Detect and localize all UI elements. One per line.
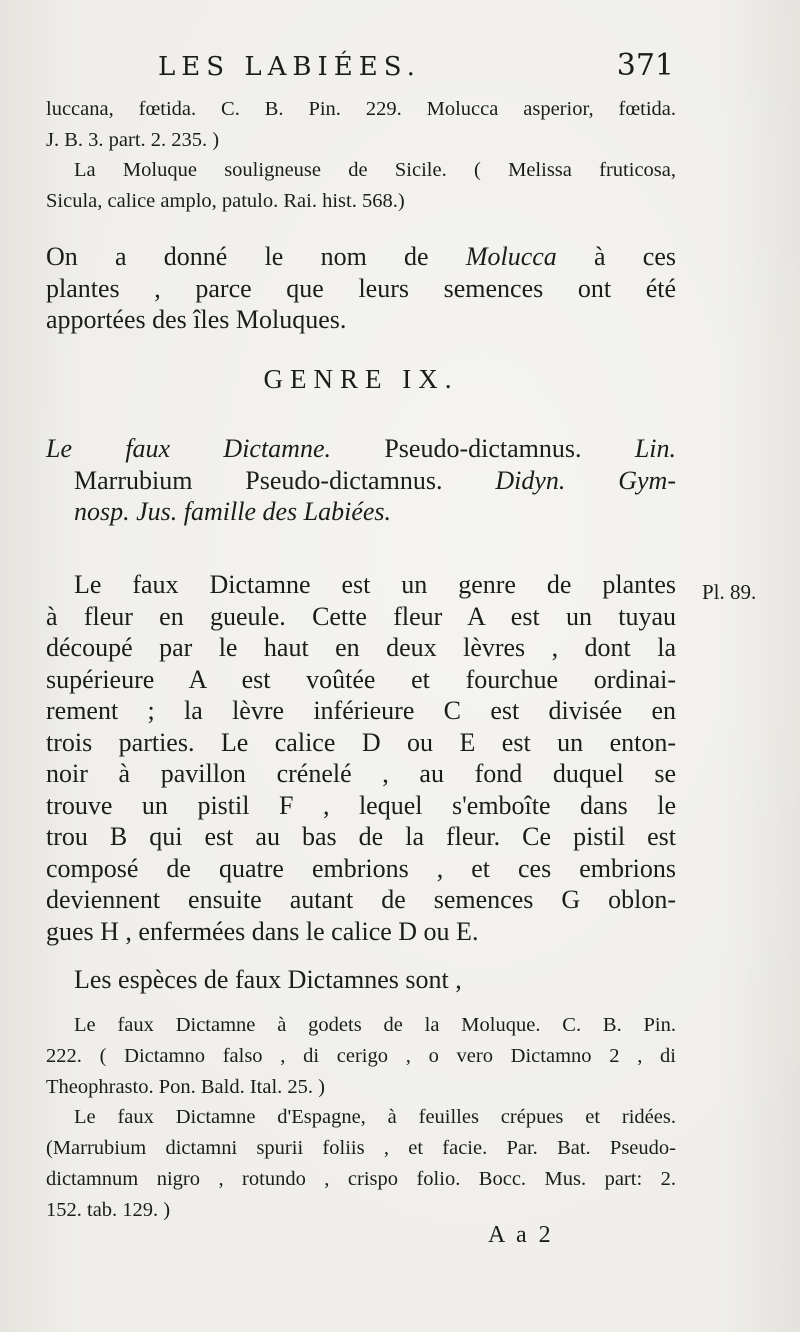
text-line: gues H , enfermées dans le calice D ou E. bbox=[46, 916, 479, 946]
text-line: Theophrasto. Pon. Bald. Ital. 25. ) bbox=[46, 1076, 325, 1098]
text-line: 152. tab. 129. ) bbox=[46, 1199, 171, 1221]
text-line: (Marrubium dictamni spurii foliis , et facie. Par. Bat. Pseudo- bbox=[46, 1137, 676, 1159]
text-line: à fleur en gueule. Cette fleur A est un tuyau bbox=[46, 601, 676, 631]
text-span: Marrubium Pseudo-dictamnus. bbox=[74, 465, 496, 495]
text-line: luccana, fœtida. C. B. Pin. 229. Molucca asperior, fœtida. bbox=[46, 98, 676, 120]
gathering-signature: A a 2 bbox=[488, 1222, 554, 1248]
text-line: trois parties. Le calice D ou E est un enton- bbox=[46, 727, 676, 757]
text-line: découpé par le haut en deux lèvres , dont la bbox=[46, 633, 676, 662]
text-line: deviennent ensuite autant de semences G oblon- bbox=[46, 885, 676, 914]
text-line bbox=[46, 465, 676, 497]
text-line: 222. ( Dictamno falso , di cerigo , o vero Dictamno 2 , di bbox=[46, 1045, 676, 1067]
paragraph-species-espagne bbox=[46, 1102, 676, 1226]
genre-title-block bbox=[46, 433, 676, 528]
text-line: trouve un pistil F , lequel s'emboîte dans le bbox=[46, 790, 676, 820]
italic-term: nosp. Jus. famille des Labiées. bbox=[74, 497, 392, 526]
italic-term: Le faux Dictamne. bbox=[46, 434, 331, 463]
text-line: noir à pavillon crénelé , au fond duquel se bbox=[46, 759, 676, 788]
text-line bbox=[46, 433, 676, 465]
text-line: supérieure A est voûtée et fourchue ordinai- bbox=[46, 664, 676, 694]
text-span: On a donné le nom de bbox=[46, 242, 466, 271]
plate-reference: Pl. 89. bbox=[702, 580, 757, 604]
text-line bbox=[46, 496, 676, 528]
paragraph-synonyms-1 bbox=[46, 94, 676, 156]
text-line: Le faux Dictamne est un genre de plantes bbox=[74, 570, 676, 599]
text-line: trou B qui est au bas de la fleur. Ce pistil est bbox=[46, 822, 676, 851]
text-span: à ces bbox=[556, 242, 676, 271]
paragraph-molucca-name bbox=[46, 241, 676, 336]
genre-heading: GENRE IX. bbox=[263, 364, 459, 394]
paragraph-species-intro bbox=[46, 964, 676, 996]
text-span: Pseudo-dictamnus. bbox=[331, 434, 635, 463]
italic-term: Lin. bbox=[634, 434, 676, 463]
text-line: Le faux Dictamne d'Espagne, à feuilles crépues et ridées. bbox=[74, 1106, 676, 1128]
text-line: apportées des îles Moluques. bbox=[46, 305, 347, 334]
text-line: composé de quatre embrions , et ces embrions bbox=[46, 853, 676, 883]
text-line bbox=[46, 241, 676, 273]
page-header bbox=[40, 48, 680, 88]
text-line: Le faux Dictamne à godets de la Moluque. C. B. Pin. bbox=[74, 1014, 676, 1036]
italic-term: Didyn. Gym- bbox=[495, 465, 676, 495]
text-line: La Moluque souligneuse de Sicile. ( Melissa fruticosa, bbox=[74, 159, 676, 181]
text-line: J. B. 3. part. 2. 235. ) bbox=[46, 129, 220, 151]
page-number: 371 bbox=[616, 48, 674, 83]
paragraph-species-moluque bbox=[46, 1010, 676, 1103]
italic-term: Molucca bbox=[465, 242, 557, 271]
paragraph-description bbox=[46, 569, 676, 947]
text-line: Sicula, calice amplo, patulo. Rai. hist. 568.) bbox=[46, 190, 405, 212]
text-line: rement ; la lèvre inférieure C est divisée en bbox=[46, 696, 676, 725]
text-line: Les espèces de faux Dictamnes sont , bbox=[74, 965, 462, 994]
running-head: LES LABIÉES. bbox=[158, 52, 421, 82]
text-line: plantes , parce que leurs semences ont été bbox=[46, 273, 676, 303]
text-line: dictamnum nigro , rotundo , crispo folio. Bocc. Mus. part: 2. bbox=[46, 1168, 676, 1190]
paragraph-moluque-sicile bbox=[46, 155, 676, 217]
